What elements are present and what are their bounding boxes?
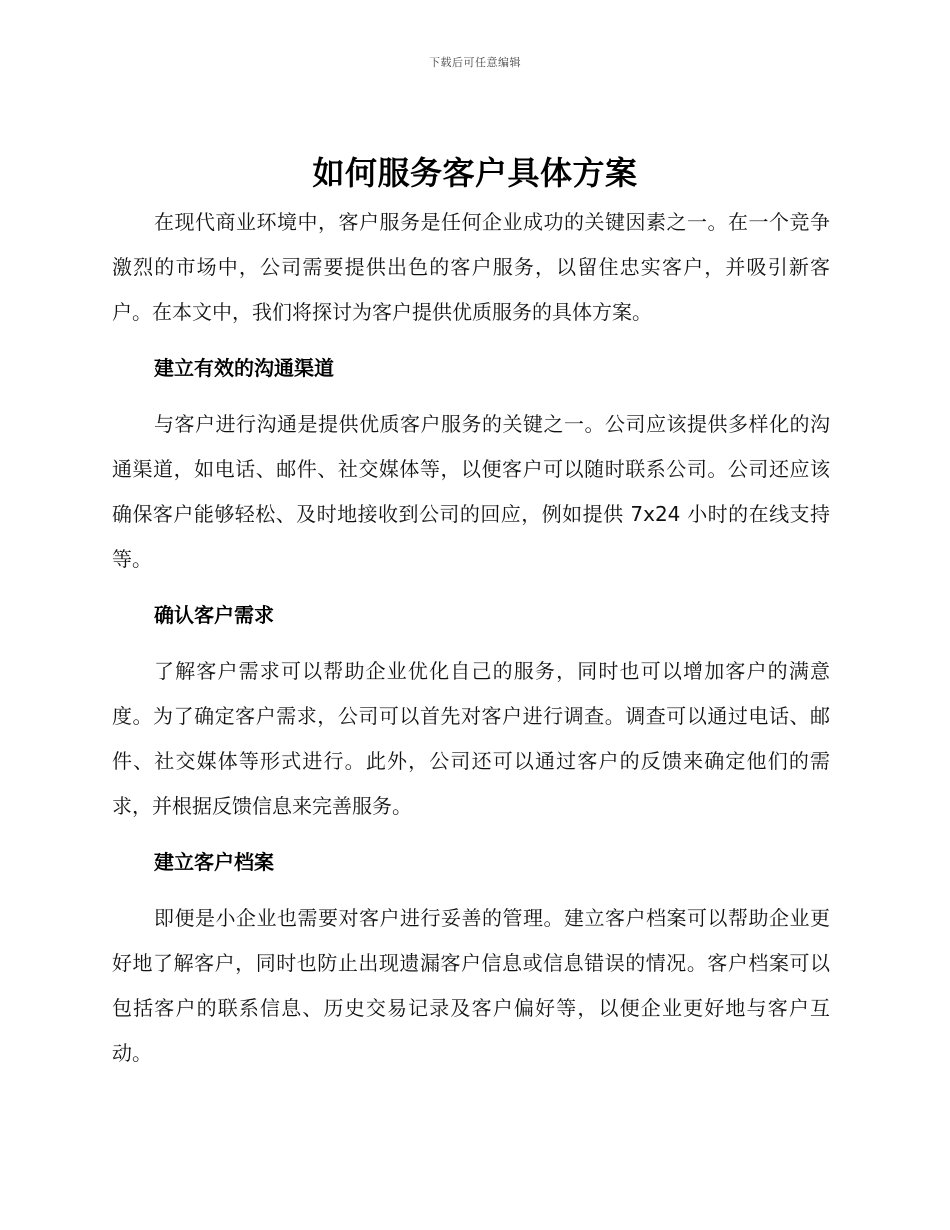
header-note: 下载后可任意编辑 (429, 56, 521, 69)
section-paragraph-needs: 了解客户需求可以帮助企业优化自己的服务，同时也可以增加客户的满意度。为了确定客户需求，公司可以首先对客户进行调查。调查可以通过电话、邮件、社交媒体等形式进行。此外，公司还可以通过客户的反馈来确定他们的需求，并根据反馈信息来完善服务。 (112, 659, 830, 818)
intro-paragraph: 在现代商业环境中，客户服务是任何企业成功的关键因素之一。在一个竞争激烈的市场中，公司需要提供出色的客户服务，以留住忠实客户，并吸引新客户。在本文中，我们将探讨为客户提供优质服务的具体方案。 (112, 210, 830, 324)
section-heading-needs: 确认客户需求 (154, 603, 274, 627)
section-paragraph-communication: 与客户进行沟通是提供优质客户服务的关键之一。公司应该提供多样化的沟通渠道，如电话、邮件、社交媒体等，以便客户可以随时联系公司。公司还应该确保客户能够轻松、及时地接收到公司的回应，例如提供 7x24 小时的在线支持等。 (112, 412, 830, 571)
section-heading-profiles: 建立客户档案 (154, 850, 274, 874)
section-paragraph-profiles: 即便是小企业也需要对客户进行妥善的管理。建立客户档案可以帮助企业更好地了解客户，同时也防止出现遗漏客户信息或信息错误的情况。客户档案可以包括客户的联系信息、历史交易记录及客户偏好等，以便企业更好地与客户互动。 (112, 906, 830, 1065)
document-title: 如何服务客户具体方案 (312, 154, 638, 192)
section-heading-communication: 建立有效的沟通渠道 (154, 356, 334, 380)
document-body (112, 200, 830, 1076)
